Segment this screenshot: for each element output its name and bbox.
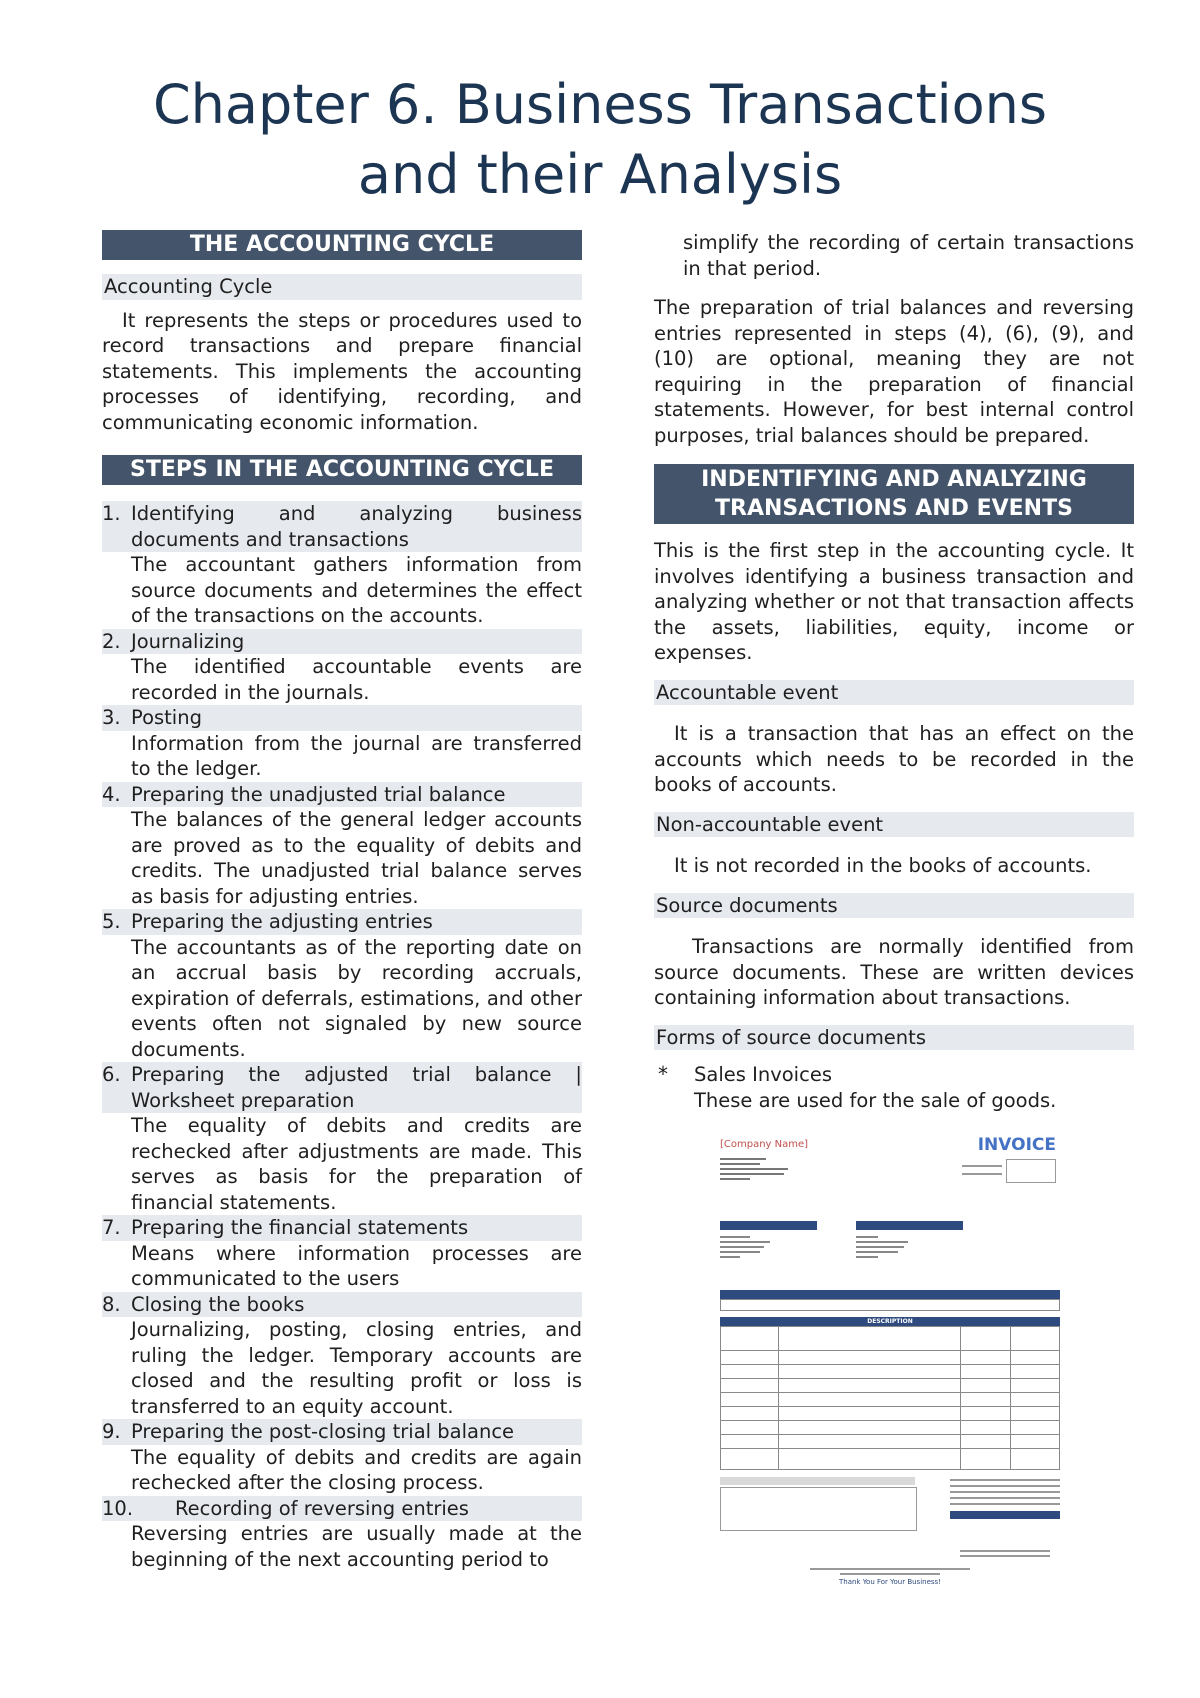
invoice-date-box xyxy=(1006,1159,1056,1183)
step-description: The equality of debits and credits are again rechecked after the closing process. xyxy=(131,1445,582,1494)
step-number: 7. xyxy=(102,1216,121,1239)
invoice-signature-lines xyxy=(960,1547,1050,1560)
step-10-continuation: simplify the recording of certain transactions in that period. xyxy=(683,231,1134,280)
title-line-2: and their Analysis xyxy=(357,143,843,206)
step-number: 5. xyxy=(102,910,121,933)
page-title xyxy=(0,70,1200,210)
step-title: Preparing the unadjusted trial balance xyxy=(131,782,506,806)
invoice-row-line xyxy=(720,1350,1060,1351)
section-banner-accounting-cycle: THE ACCOUNTING CYCLE xyxy=(102,230,582,260)
invoice-number-labels xyxy=(962,1173,1002,1175)
step-title: Preparing the adjusted trial balance | Worksheet preparation xyxy=(131,1063,582,1112)
bullet-title: Sales Invoices xyxy=(694,1063,832,1086)
invoice-date-labels xyxy=(962,1165,1002,1167)
step-heading xyxy=(102,1292,582,1318)
sample-invoice-image xyxy=(720,1135,1060,1595)
step-title: Journalizing xyxy=(131,629,245,653)
step-title: Recording of reversing entries xyxy=(175,1496,469,1520)
invoice-row-line xyxy=(720,1392,1060,1393)
step-heading xyxy=(102,1496,582,1522)
invoice-order-row xyxy=(720,1299,1060,1311)
step-title: Closing the books xyxy=(131,1292,305,1316)
step-item xyxy=(102,1419,582,1496)
invoice-bill-to-lines xyxy=(720,1233,780,1261)
source-documents-text: Transactions are normally identified from source documents. These are written devices containing information about transactions. xyxy=(654,935,1134,1009)
step-description: The accountants as of the reporting date on an accrual basis by recording accruals, expiration of deferrals, estimations, and other events often not signaled by new source documents. xyxy=(131,935,582,1061)
bullet-sales-invoices xyxy=(654,1062,1134,1113)
step-item xyxy=(102,782,582,910)
step-item xyxy=(102,1292,582,1420)
step-title: Posting xyxy=(131,706,202,729)
accounting-cycle-definition: It represents the steps or procedures used to record transactions and prepare financial statements. This implements the accounting processes of identifying, recording, and communicating economic information. xyxy=(102,308,582,434)
invoice-row-line xyxy=(720,1378,1060,1379)
step-title: Identifying and analyzing business documents and transactions xyxy=(131,502,582,551)
step-number: 3. xyxy=(102,706,121,729)
step-heading xyxy=(102,629,582,655)
steps-list xyxy=(102,501,582,1572)
subheading-source-documents: Source documents xyxy=(654,893,1134,919)
step-description: The balances of the general ledger accounts are proved as to the equality of debits and credits. The unadjusted trial balance serves as basis for adjusting entries. xyxy=(131,808,582,908)
section-banner-steps: STEPS IN THE ACCOUNTING CYCLE xyxy=(102,455,582,485)
step-item xyxy=(102,1496,582,1573)
step-item xyxy=(102,1062,582,1215)
optional-steps-note: The preparation of trial balances and reversing entries represented in steps (4), (6), (9), and (10) are optional, meaning they are not requiring in the preparation of financial statements. However, for best internal control purposes, trial balances should be prepared. xyxy=(654,296,1134,447)
step-description: The identified accountable events are recorded in the journals. xyxy=(131,655,582,704)
step-number: 9. xyxy=(102,1420,121,1443)
step-number: 8. xyxy=(102,1292,121,1316)
step-number: 2. xyxy=(102,629,121,653)
invoice-company-name: [Company Name] xyxy=(720,1139,809,1150)
step-item xyxy=(102,501,582,629)
invoice-row-line xyxy=(720,1406,1060,1407)
invoice-bill-to-bar xyxy=(720,1221,817,1230)
step-title: Preparing the adjusting entries xyxy=(131,910,433,933)
step-heading xyxy=(102,501,582,552)
step-number: 4. xyxy=(102,782,121,806)
invoice-ship-to-bar xyxy=(856,1221,963,1230)
bullet-description: These are used for the sale of goods. xyxy=(694,1088,1057,1112)
invoice-comments-box xyxy=(720,1487,917,1531)
subheading-accounting-cycle: Accounting Cycle xyxy=(102,274,582,300)
first-step-description: This is the first step in the accounting cycle. It involves identifying a business transaction and analyzing whether or not that transaction affects the assets, liabilities, equity, income or expenses. xyxy=(654,539,1134,664)
step-item xyxy=(102,629,582,706)
bullet-star-icon: * xyxy=(658,1062,668,1086)
invoice-footer xyxy=(800,1565,980,1587)
step-item xyxy=(102,1215,582,1292)
invoice-description-header: DESCRIPTION xyxy=(867,1318,913,1325)
step-number: 10. xyxy=(102,1496,134,1520)
right-column xyxy=(654,230,1134,1595)
invoice-totals xyxy=(950,1475,1060,1519)
step-heading xyxy=(102,909,582,935)
subheading-non-accountable-event: Non-accountable event xyxy=(654,812,1134,838)
left-column xyxy=(102,230,582,1572)
invoice-heading: INVOICE xyxy=(977,1135,1056,1155)
step-number: 1. xyxy=(102,502,121,525)
section-banner-identifying: INDENTIFYING AND ANALYZING TRANSACTIONS AND EVENTS xyxy=(654,464,1134,524)
invoice-comments-bar xyxy=(720,1477,915,1485)
step-heading xyxy=(102,1215,582,1241)
invoice-ship-to-lines xyxy=(856,1233,916,1261)
step-description: Journalizing, posting, closing entries, and ruling the ledger. Temporary accounts are closed and the resulting profit or loss is transferred to an equity account. xyxy=(131,1318,582,1418)
step-description: Means where information processes are communicated to the users xyxy=(131,1241,582,1290)
step-heading xyxy=(102,782,582,808)
subheading-forms-of-source-documents: Forms of source documents xyxy=(654,1025,1134,1051)
invoice-row-line xyxy=(720,1434,1060,1435)
step-item xyxy=(102,909,582,1062)
invoice-row-line xyxy=(720,1364,1060,1365)
accountable-event-text: It is a transaction that has an effect on the accounts which needs to be recorded in the books of accounts. xyxy=(654,722,1134,796)
title-line-1: Chapter 6. Business Transactions xyxy=(152,73,1048,136)
invoice-thanks: Thank You For Your Business! xyxy=(838,1578,941,1586)
invoice-row-line xyxy=(720,1420,1060,1421)
invoice-items-header-bar xyxy=(720,1317,1060,1326)
step-heading xyxy=(102,1419,582,1445)
step-number: 6. xyxy=(102,1063,121,1086)
step-description: The equality of debits and credits are rechecked after adjustments are made. This serves as basis for the preparation of financial statements. xyxy=(131,1114,582,1214)
step-heading xyxy=(102,1062,582,1113)
step-description: Information from the journal are transferred to the ledger. xyxy=(131,731,582,780)
invoice-order-header-bar xyxy=(720,1290,1060,1299)
step-title: Preparing the post-closing trial balance xyxy=(131,1420,515,1443)
invoice-row-line xyxy=(720,1448,1060,1449)
subheading-accountable-event: Accountable event xyxy=(654,680,1134,706)
step-description: Reversing entries are usually made at the beginning of the next accounting period to xyxy=(131,1522,582,1571)
invoice-company-address xyxy=(720,1155,790,1183)
step-description: The accountant gathers information from source documents and determines the effect of the transactions on the accounts. xyxy=(131,553,582,627)
step-title: Preparing the financial statements xyxy=(131,1216,469,1239)
step-heading xyxy=(102,705,582,731)
non-accountable-event-text: It is not recorded in the books of accounts. xyxy=(674,854,1092,877)
step-item xyxy=(102,705,582,782)
